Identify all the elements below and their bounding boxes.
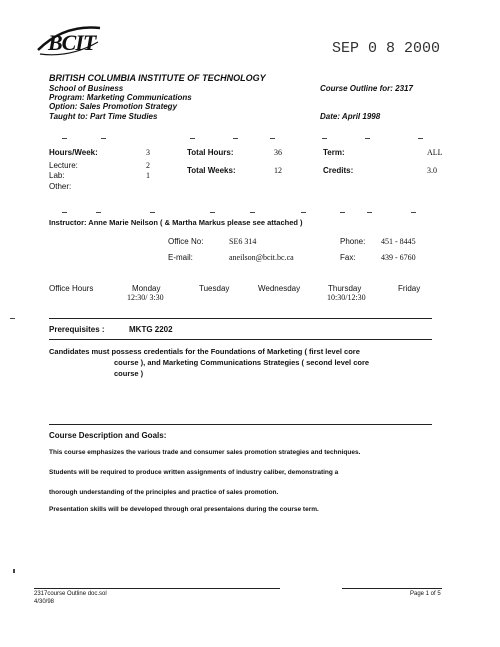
footer-date: 4/30/98 (34, 599, 55, 605)
margin-tick (13, 569, 15, 573)
prerequisites-value: MKTG 2202 (129, 325, 173, 334)
program-name: Program: Marketing Communications (49, 93, 192, 102)
phone-label: Phone: (340, 237, 366, 246)
office-hours-day: Wednesday (258, 284, 301, 293)
outline-date: Date: April 1998 (320, 112, 381, 121)
office-hours-label: Office Hours (49, 284, 94, 293)
logo-text: BCIT (48, 30, 96, 55)
credits-label: Credits: (323, 166, 354, 175)
institute-name: BRITISH COLUMBIA INSTITUTE OF TECHNOLOGY (49, 73, 266, 83)
margin-tick (10, 318, 15, 319)
total-weeks-value: 12 (274, 166, 282, 175)
description-paragraph: Students will be required to produce written assignments of industry caliber, demonstrating a (49, 469, 339, 476)
total-hours-label: Total Hours: (187, 148, 234, 157)
office-hours-time: 12:30/ 3:30 (127, 293, 164, 302)
description-paragraph: This course emphasizes the various trade and consumer sales promotion strategies and techniques. (49, 449, 361, 456)
footer-rule-right (342, 588, 442, 589)
prerequisites-text-line2: course ), and Marketing Communications Strategies ( second level core (114, 358, 370, 367)
prerequisites-text-line3: course ) (114, 369, 144, 378)
footer-page-number: Page 1 of 5 (410, 591, 441, 597)
phone-value: 451 - 8445 (381, 237, 416, 246)
hours-week-label: Hours/Week: (49, 148, 98, 157)
term-label: Term: (323, 148, 345, 157)
description-heading: Course Description and Goals: (49, 431, 167, 440)
total-hours-value: 36 (274, 148, 282, 157)
taught-to: Taught to: Part Time Studies (49, 112, 158, 121)
hours-week-value: 3 (146, 148, 150, 157)
divider-above-description (49, 424, 432, 425)
course-outline-number: Course Outline for: 2317 (320, 84, 413, 93)
lecture-label: Lecture: (49, 161, 78, 170)
office-hours-day: Tuesday (199, 284, 230, 293)
office-label: Office No: (168, 237, 204, 246)
instructor-line: Instructor: Anne Marie Neilson ( & Martha Markus please see attached ) (49, 218, 303, 227)
school-name: School of Business (49, 84, 124, 93)
divider-above-prerequisites (49, 318, 432, 319)
lab-value: 1 (146, 171, 150, 180)
other-label: Other: (49, 182, 72, 191)
description-paragraph: thorough understanding of the principles and practice of sales promotion. (49, 489, 279, 496)
prerequisites-label: Prerequisites : (49, 325, 105, 334)
office-hours-day: Monday (132, 284, 161, 293)
lecture-value: 2 (146, 161, 150, 170)
office-hours-time: 10:30/12:30 (327, 293, 366, 302)
bcit-logo (34, 20, 104, 64)
office-hours-day: Friday (398, 284, 421, 293)
option-name: Option: Sales Promotion Strategy (49, 102, 178, 111)
fax-value: 439 - 6760 (381, 253, 416, 262)
lab-label: Lab: (49, 171, 65, 180)
divider-below-prerequisites (49, 339, 432, 340)
email-value: aneilson@bcit.bc.ca (229, 253, 294, 262)
credits-value: 3.0 (427, 166, 437, 175)
prerequisites-text-line1: Candidates must possess credentials for the Foundations of Marketing ( first level core (49, 347, 360, 356)
term-value: ALL (427, 148, 443, 157)
received-stamp: SEP 0 8 2000 (332, 40, 441, 57)
email-label: E-mail: (168, 253, 193, 262)
total-weeks-label: Total Weeks: (187, 166, 236, 175)
office-hours-day: Thursday (328, 284, 362, 293)
office-value: SE6 314 (229, 237, 257, 246)
footer-file-name: 2317course Outline doc.sol (34, 591, 107, 597)
fax-label: Fax: (340, 253, 356, 262)
footer-rule-left (34, 588, 280, 589)
description-paragraph: Presentation skills will be developed through oral presentaions during the course term. (49, 506, 319, 513)
